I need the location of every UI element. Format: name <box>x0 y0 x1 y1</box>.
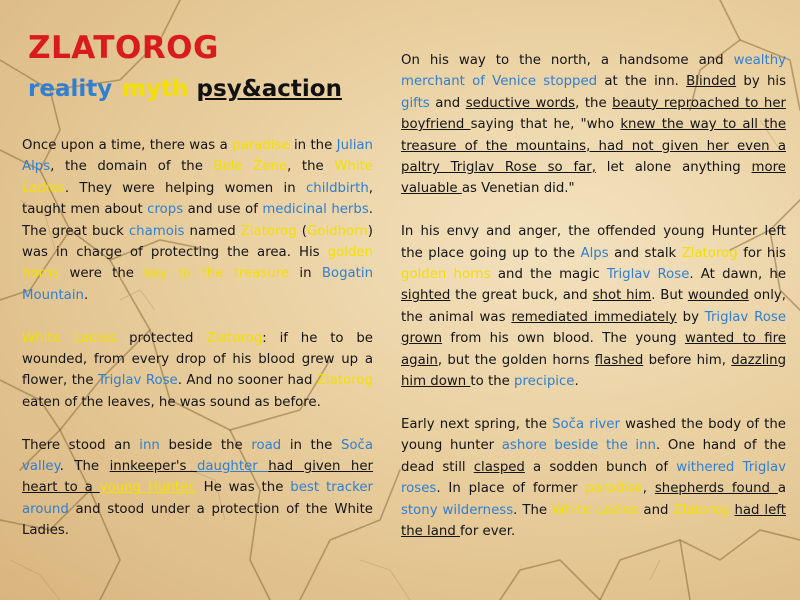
text-run: Triglav Rose <box>704 309 786 325</box>
text-run: in <box>289 266 322 282</box>
right-column <box>401 50 786 564</box>
text-run: from his own blood. The young <box>442 331 685 347</box>
text-run: eaten of the leaves, he was sound as before. <box>22 394 321 410</box>
text-run: childbirth <box>305 180 369 196</box>
story-paragraph-6 <box>401 414 786 542</box>
text-run: . One hand of the dead still <box>401 438 786 475</box>
text-run: and stalk <box>608 245 682 261</box>
text-run: gifts <box>401 95 430 111</box>
text-run: beauty reproached to her boyfriend <box>401 95 786 133</box>
text-run: . <box>83 287 89 303</box>
text-run: innkeeper's <box>109 459 197 475</box>
text-run: saying that he, "who <box>470 117 621 133</box>
text-run: road <box>251 437 282 453</box>
subtitle-reality: reality <box>28 76 113 102</box>
text-run: shepherds found <box>654 481 778 497</box>
text-run: . <box>574 374 579 390</box>
text-run: , the <box>287 159 335 175</box>
text-run: a sodden bunch of <box>524 459 677 475</box>
text-run: White Ladies <box>552 502 639 518</box>
text-run: clasped <box>473 459 525 475</box>
text-run: . They were helping women in <box>64 180 306 196</box>
text-run: inn <box>139 437 160 453</box>
text-run: dazzling <box>731 352 787 368</box>
text-run: beside the <box>159 437 252 453</box>
text-run: more valuable <box>401 160 786 197</box>
story-paragraph-4 <box>401 50 786 200</box>
text-run: before him, <box>643 352 732 368</box>
text-run: knew the way to all the treasure of the mountains, had not given her even a paltry Triglav Rose so far, <box>401 117 787 176</box>
text-run: wanted to fire again <box>401 331 786 368</box>
text-run: had given her heart to a <box>22 459 373 496</box>
text-run: Bogatin Mountain <box>22 266 373 303</box>
text-run: to the <box>470 374 515 390</box>
text-run: withered Triglav roses <box>401 459 787 497</box>
text-run: and use of <box>183 202 263 218</box>
text-run: He was the <box>196 480 291 496</box>
story-paragraph-3 <box>22 435 373 542</box>
text-run: ( <box>296 223 307 239</box>
text-run: and <box>429 95 466 111</box>
text-run: and stood under a protection of the White Ladies. <box>22 501 373 539</box>
text-run: for his <box>737 245 786 261</box>
text-run: remediated immediately <box>511 309 677 325</box>
text-run: golden horns <box>401 267 491 283</box>
text-run: shot him <box>592 288 652 304</box>
text-run: flashed <box>594 352 644 368</box>
text-run: , but the golden horns <box>437 352 595 368</box>
text-run: wounded <box>687 288 749 304</box>
text-run: seductive words <box>465 95 576 111</box>
text-run: daughter <box>196 459 269 475</box>
page-title: ZLATOROG <box>28 30 219 66</box>
text-run: and the magic <box>490 267 607 283</box>
text-run: paradise <box>232 138 290 153</box>
text-run: . The <box>59 459 110 475</box>
text-run: , <box>642 481 655 497</box>
story-paragraph-1 <box>22 135 373 306</box>
text-run: , the domain of the <box>50 159 214 175</box>
text-run: at the inn. <box>597 74 687 90</box>
text-run: In his envy and anger, the offended young Hunter left the place going up to the <box>401 224 786 261</box>
text-run: Zlatorog <box>206 330 263 346</box>
text-run: Zlatorog <box>316 373 373 389</box>
text-run: . In place of former <box>436 481 586 497</box>
text-run: sighted <box>401 288 451 304</box>
text-run: let alone anything <box>596 160 752 176</box>
text-run: protected <box>116 330 207 346</box>
text-run: Zlatorog <box>240 223 297 239</box>
text-run: by <box>676 309 705 325</box>
text-run: On his way to the north, a handsome and <box>401 53 734 68</box>
text-run: There stood an <box>22 437 140 453</box>
text-run: Soča river <box>552 416 620 432</box>
text-run: only, the animal was <box>401 288 786 325</box>
text-run: Zlatorog <box>681 245 738 261</box>
text-run: Bele Žene <box>213 159 288 175</box>
text-run: , the <box>575 95 613 111</box>
text-run: Alps <box>580 245 609 261</box>
text-run: White Ladies <box>22 159 373 196</box>
text-run: Blinded <box>686 74 737 90</box>
text-run: him down <box>401 374 471 390</box>
text-run: precipice <box>514 374 575 390</box>
subtitle <box>28 76 342 102</box>
text-run: ) was in charge of protecting the area. His <box>22 223 373 261</box>
text-run: Zlatorog <box>673 502 730 518</box>
text-run: . The great buck <box>22 202 373 239</box>
text-run: . And no sooner had <box>177 373 317 389</box>
text-run: White Ladies <box>22 330 117 346</box>
text-run: Triglav Rose <box>606 267 690 283</box>
text-run: stony wilderness <box>401 502 514 518</box>
text-run: . But <box>651 288 688 304</box>
text-run: had left the land <box>401 502 786 539</box>
text-run: , taught men about <box>22 180 373 218</box>
text-run: in the <box>281 437 341 453</box>
left-column <box>22 135 373 563</box>
text-run: for ever. <box>460 523 516 539</box>
text-run: key to the treasure <box>144 266 290 282</box>
text-run: . The <box>513 502 553 518</box>
subtitle-myth: myth <box>122 76 189 102</box>
text-run: golden horns <box>22 245 373 282</box>
text-run: Triglav Rose <box>97 373 178 389</box>
text-run: Goldhorn <box>307 223 368 239</box>
text-run: . At dawn, he <box>689 267 786 283</box>
text-run: medicinal herbs <box>262 202 369 218</box>
text-run: chamois <box>128 223 185 239</box>
subtitle-psy-action: psy&action <box>196 76 342 102</box>
text-run: as Venetian did." <box>461 181 575 197</box>
story-paragraph-5 <box>401 221 786 392</box>
text-run: Soča valley <box>22 437 373 475</box>
text-run: Early next spring, the <box>401 416 553 432</box>
text-run: a <box>777 481 786 497</box>
text-run: Julian Alps <box>22 138 373 175</box>
text-run: grown <box>401 331 443 347</box>
text-run: paradise <box>585 481 643 497</box>
text-run: young Hunter. <box>99 480 197 496</box>
text-run: wealthy merchant of Venice stopped <box>401 53 786 90</box>
text-run: Once upon a time, there was a <box>22 138 233 153</box>
text-run: : if he to be wounded, from every drop of his blood grew up a flower, the <box>22 330 373 389</box>
story-paragraph-2 <box>22 328 373 414</box>
text-run: the great buck, and <box>450 288 593 304</box>
text-run: washed the body of the young hunter <box>401 416 786 454</box>
text-run: named <box>184 223 241 239</box>
text-run: were the <box>59 266 145 282</box>
text-run: best tracker around <box>22 480 373 517</box>
text-run: by his <box>736 74 787 90</box>
text-run: in the <box>289 138 337 153</box>
text-run: and <box>638 502 674 518</box>
text-run: ashore beside the inn <box>501 438 656 454</box>
text-run: crops <box>147 202 184 218</box>
